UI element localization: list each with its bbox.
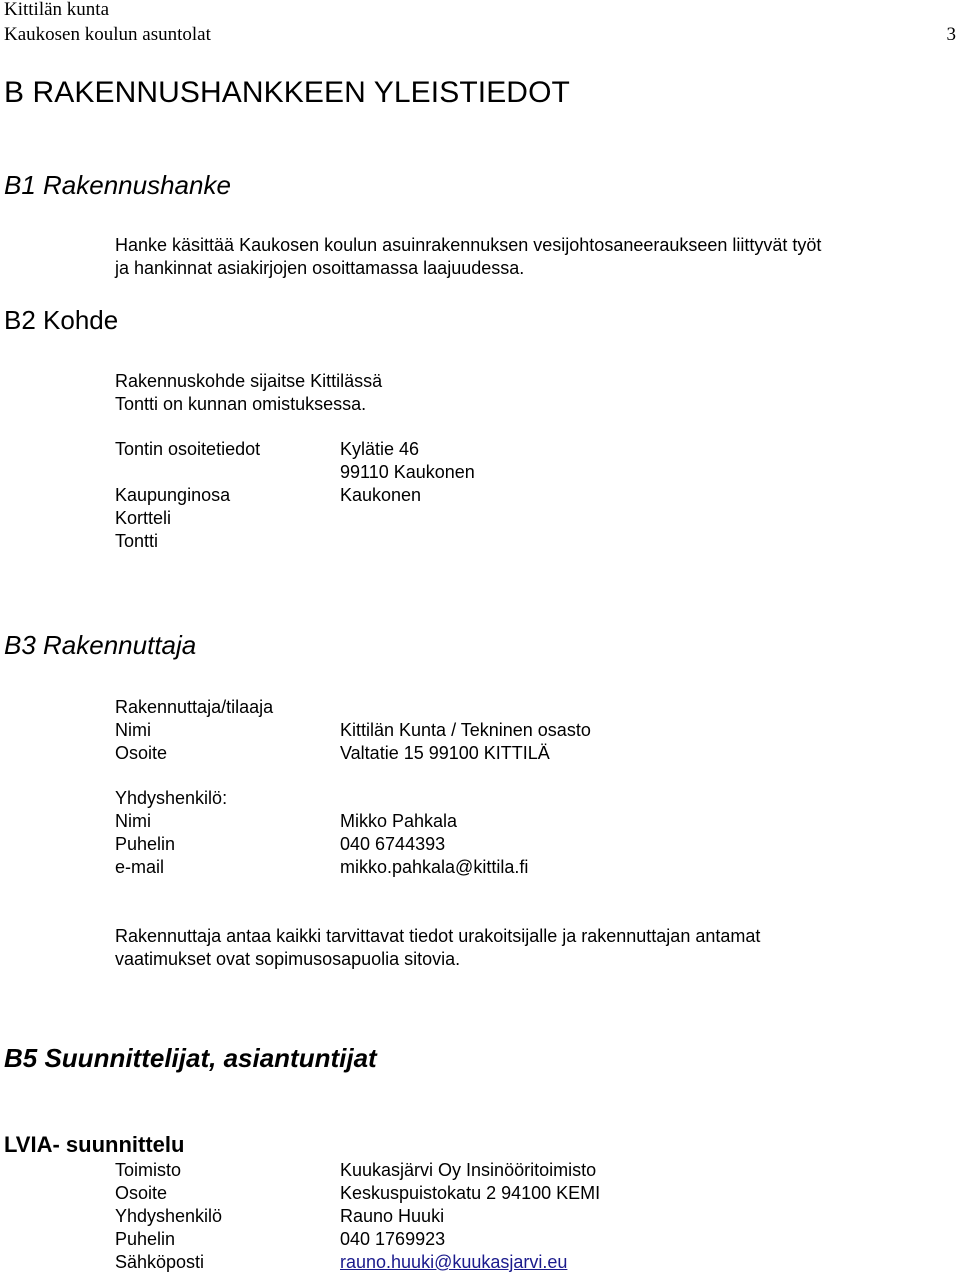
- designer-label: Yhdyshenkilö: [115, 1206, 223, 1226]
- designer-email-link[interactable]: rauno.huuki@kuukasjarvi.eu: [340, 1252, 568, 1272]
- designer-value: Kuukasjärvi Oy Insinööritoimisto: [340, 1160, 597, 1180]
- contact-label: Yhdyshenkilö:: [115, 788, 228, 808]
- client-label: Osoite: [115, 743, 168, 763]
- site-label: Kortteli: [115, 508, 172, 528]
- b1-heading: B1 Rakennushanke: [4, 170, 231, 200]
- page-title: B RAKENNUSHANKKEEN YLEISTIEDOT: [4, 76, 570, 109]
- site-label: Tontti: [115, 531, 159, 551]
- client-value: Valtatie 15 99100 KITTILÄ: [340, 743, 550, 763]
- site-label: Kaupunginosa: [115, 485, 231, 505]
- designer-label: Sähköposti: [115, 1252, 205, 1272]
- b5-heading: B5 Suunnittelijat, asiantuntijat: [4, 1043, 377, 1073]
- contact-email[interactable]: mikko.pahkala@kittila.fi: [340, 857, 529, 877]
- designer-label: Osoite: [115, 1183, 168, 1203]
- contact-label: e-mail: [115, 857, 165, 877]
- b1-line-2: ja hankinnat asiakirjojen osoittamassa laajuudessa.: [115, 258, 525, 278]
- client-value: Kittilän Kunta / Tekninen osasto: [340, 720, 591, 740]
- b5-subheading: LVIA- suunnittelu: [4, 1132, 185, 1157]
- site-label: Tontin osoitetiedot: [115, 439, 261, 459]
- client-label: Nimi: [115, 720, 151, 740]
- site-value: Kaukonen: [340, 485, 422, 505]
- designer-value: Keskuspuistokatu 2 94100 KEMI: [340, 1183, 601, 1203]
- header-project: Kaukosen koulun asuntolat: [4, 24, 211, 45]
- contact-label: Nimi: [115, 811, 151, 831]
- b2-heading: B2 Kohde: [4, 305, 119, 335]
- b2-line-1: Rakennuskohde sijaitse Kittilässä: [115, 371, 383, 391]
- designer-label: Puhelin: [115, 1229, 176, 1249]
- designer-label: Toimisto: [115, 1160, 182, 1180]
- page-number: 3: [946, 24, 956, 45]
- b3-heading: B3 Rakennuttaja: [4, 630, 197, 660]
- b2-line-2: Tontti on kunnan omistuksessa.: [115, 394, 367, 414]
- b3-note-line-1: Rakennuttaja antaa kaikki tarvittavat tiedot urakoitsijalle ja rakennuttajan antamat: [115, 926, 761, 946]
- contact-value: Mikko Pahkala: [340, 811, 458, 831]
- site-value: 99110 Kaukonen: [340, 462, 475, 482]
- b1-line-1: Hanke käsittää Kaukosen koulun asuinrakennuksen vesijohtosaneeraukseen liittyvät työt: [115, 235, 822, 255]
- contact-label: Puhelin: [115, 834, 176, 854]
- site-value: Kylätie 46: [340, 439, 420, 459]
- b3-note-line-2: vaatimukset ovat sopimusosapuolia sitovia.: [115, 949, 461, 969]
- designer-value: Rauno Huuki: [340, 1206, 445, 1226]
- contact-value: 040 6744393: [340, 834, 446, 854]
- header-org: Kittilän kunta: [4, 0, 110, 20]
- designer-value: 040 1769923: [340, 1229, 446, 1249]
- client-label: Rakennuttaja/tilaaja: [115, 697, 274, 717]
